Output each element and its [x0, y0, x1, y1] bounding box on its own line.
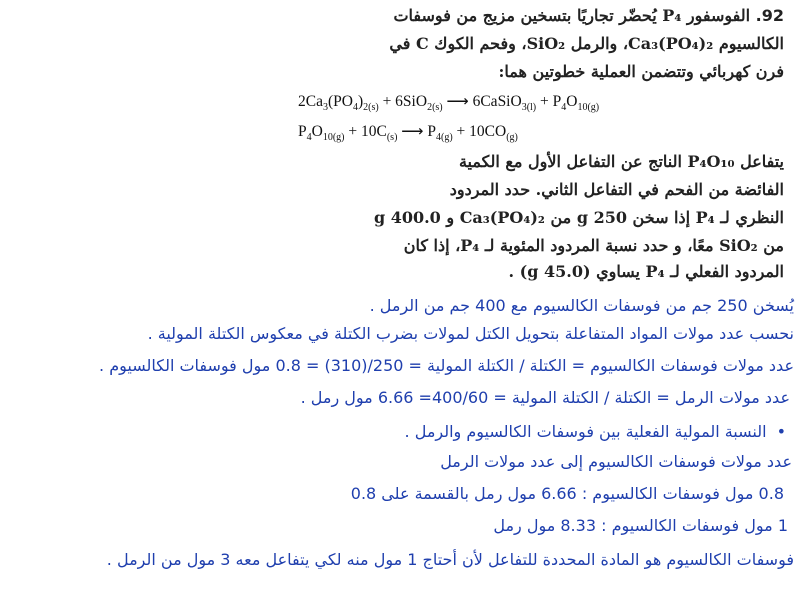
problem-line-6: النظري لـ P₄ إذا سخن 250 g من Ca₃(PO₄)₂ و 400.0 g	[373, 208, 784, 227]
bullet-icon: •	[776, 422, 786, 441]
problem-line-8: المردود الفعلي لـ P₄ يساوي (45.0 g) .	[508, 262, 784, 281]
solution-line-6: عدد مولات فوسفات الكالسيوم إلى عدد مولات الرمل	[440, 452, 792, 471]
solution-line-7: 0.8 مول فوسفات الكالسيوم : 6.66 مول رمل بالقسمة على 0.8	[350, 484, 784, 503]
solution-line-8: 1 مول فوسفات الكالسيوم : 8.33 مول رمل	[493, 516, 788, 535]
problem-line-5: الفائضة من الفحم في التفاعل الثاني. حدد المردود	[449, 180, 784, 199]
solution-line-2: نحسب عدد مولات المواد المتفاعلة بتحويل الكتل لمولات بضرب الكتلة في معكوس الكتلة المولية .	[147, 324, 794, 343]
textbook-problem-image	[228, 0, 790, 290]
equation-1: $2Ca_3(PO_4)_{2(s)} + 6SiO_{2(s)}$ ⟶ 6CaSiO$_{3(l)}$ + $P_4O_{10(g)}$	[298, 93, 600, 114]
question-number: 92.	[755, 6, 784, 25]
problem-line-2: الكالسيوم Ca₃(PO₄)₂، والرمل SiO₂، وفحم الكوك C في	[389, 34, 784, 53]
problem-line-1: 92. الفوسفور P₄ يُحضّر تجاريًا بتسخين مزيج من فوسفات	[393, 6, 784, 25]
equation-2: $P_4O_{10(g)} + 10C_{(s)}$ ⟶ $P_{4(g)} + 10CO_{(g)}$	[298, 123, 518, 144]
solution-line-1: يُسخن 250 جم من فوسفات الكالسيوم مع 400 جم من الرمل .	[369, 296, 794, 315]
problem-line-3: فرن كهربائي وتتضمن العملية خطوتين هما:	[498, 62, 784, 81]
solution-line-3: عدد مولات فوسفات الكالسيوم = الكتلة / الكتلة المولية = 250/(310) = 0.8 مول فوسفات الكالسيوم .	[99, 356, 794, 375]
solution-conclusion: فوسفات الكالسيوم هو المادة المحددة للتفاعل لأن أحتاج 1 مول منه لكي يتفاعل معه 3 مول من الرمل .	[106, 550, 794, 569]
solution-line-4: عدد مولات الرمل = الكتلة / الكتلة المولية = 400/60= 6.66 مول رمل .	[300, 388, 790, 407]
solution-bullet-line: •النسبة المولية الفعلية بين فوسفات الكالسيوم والرمل .	[404, 422, 786, 441]
problem-line-7: من SiO₂ معًا، و حدد نسبة المردود المئوية لـ P₄، إذا كان	[403, 236, 784, 255]
problem-line-4: يتفاعل P₄O₁₀ الناتج عن التفاعل الأول مع الكمية	[458, 152, 784, 171]
